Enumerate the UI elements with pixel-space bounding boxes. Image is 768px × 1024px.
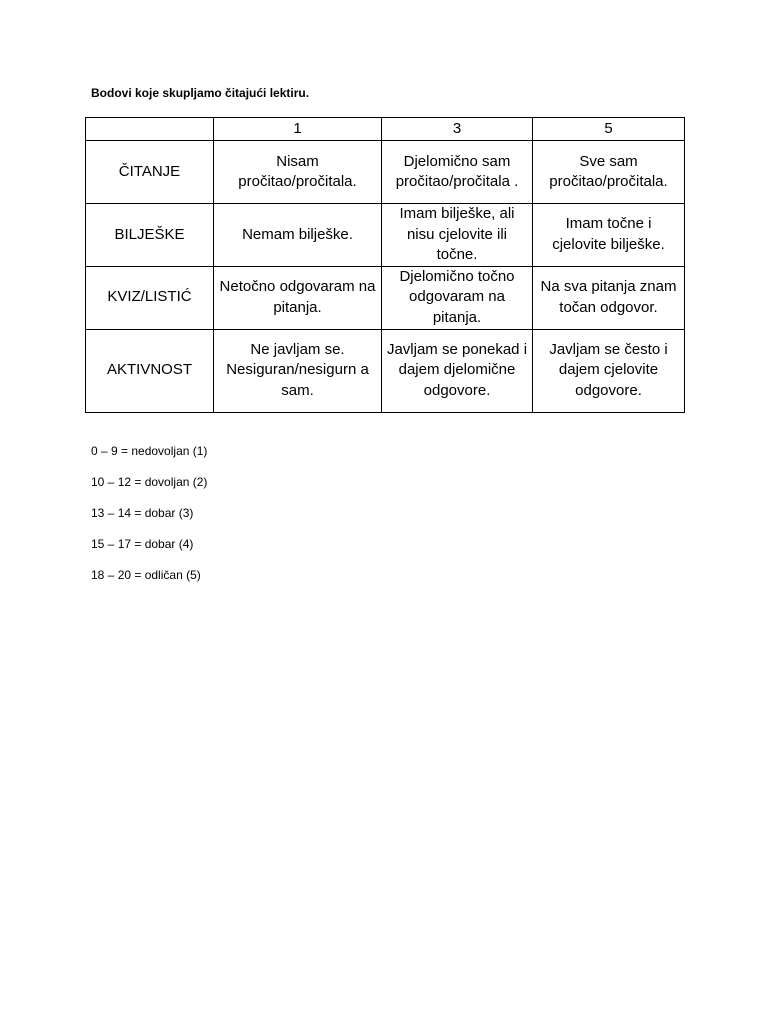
- table-cell: Na sva pitanja znam točan odgovor.: [533, 266, 685, 329]
- table-row: [86, 204, 685, 267]
- document-title: Bodovi koje skupljamo čitajući lektiru.: [91, 86, 310, 100]
- header-cell-score-3: 3: [382, 118, 533, 141]
- table-cell: Ne javljam se. Nesiguran/nesigurn a sam.: [214, 329, 382, 412]
- criterion-cell: KVIZ/LISTIĆ: [86, 266, 214, 329]
- grading-scale-item: 18 – 20 = odličan (5): [91, 568, 201, 582]
- criterion-cell: AKTIVNOST: [86, 329, 214, 412]
- table-cell: Imam bilješke, ali nisu cjelovite ili točne.: [382, 204, 533, 267]
- table-cell: Djelomično sam pročitao/pročitala .: [382, 141, 533, 204]
- table-row: [86, 329, 685, 412]
- table-cell: Netočno odgovaram na pitanja.: [214, 266, 382, 329]
- scoring-rubric-table: [85, 117, 685, 413]
- table-row: [86, 266, 685, 329]
- header-cell-score-1: 1: [214, 118, 382, 141]
- grading-scale-item: 13 – 14 = dobar (3): [91, 506, 194, 520]
- table-cell: Imam točne i cjelovite bilješke.: [533, 204, 685, 267]
- grading-scale-item: 10 – 12 = dovoljan (2): [91, 475, 208, 489]
- criterion-cell: BILJEŠKE: [86, 204, 214, 267]
- grading-scale-item: 0 – 9 = nedovoljan (1): [91, 444, 208, 458]
- grading-scale-item: 15 – 17 = dobar (4): [91, 537, 194, 551]
- table-cell: Djelomično točno odgovaram na pitanja.: [382, 266, 533, 329]
- header-cell-empty: [86, 118, 214, 141]
- criterion-cell: ČITANJE: [86, 141, 214, 204]
- table-header-row: [86, 118, 685, 141]
- table-cell: Nemam bilješke.: [214, 204, 382, 267]
- table-row: [86, 141, 685, 204]
- header-cell-score-5: 5: [533, 118, 685, 141]
- table-cell: Javljam se često i dajem cjelovite odgovore.: [533, 329, 685, 412]
- grading-scale-list: [91, 444, 207, 599]
- table-cell: Javljam se ponekad i dajem djelomične odgovore.: [382, 329, 533, 412]
- table-cell: Sve sam pročitao/pročitala.: [533, 141, 685, 204]
- table-cell: Nisam pročitao/pročitala.: [214, 141, 382, 204]
